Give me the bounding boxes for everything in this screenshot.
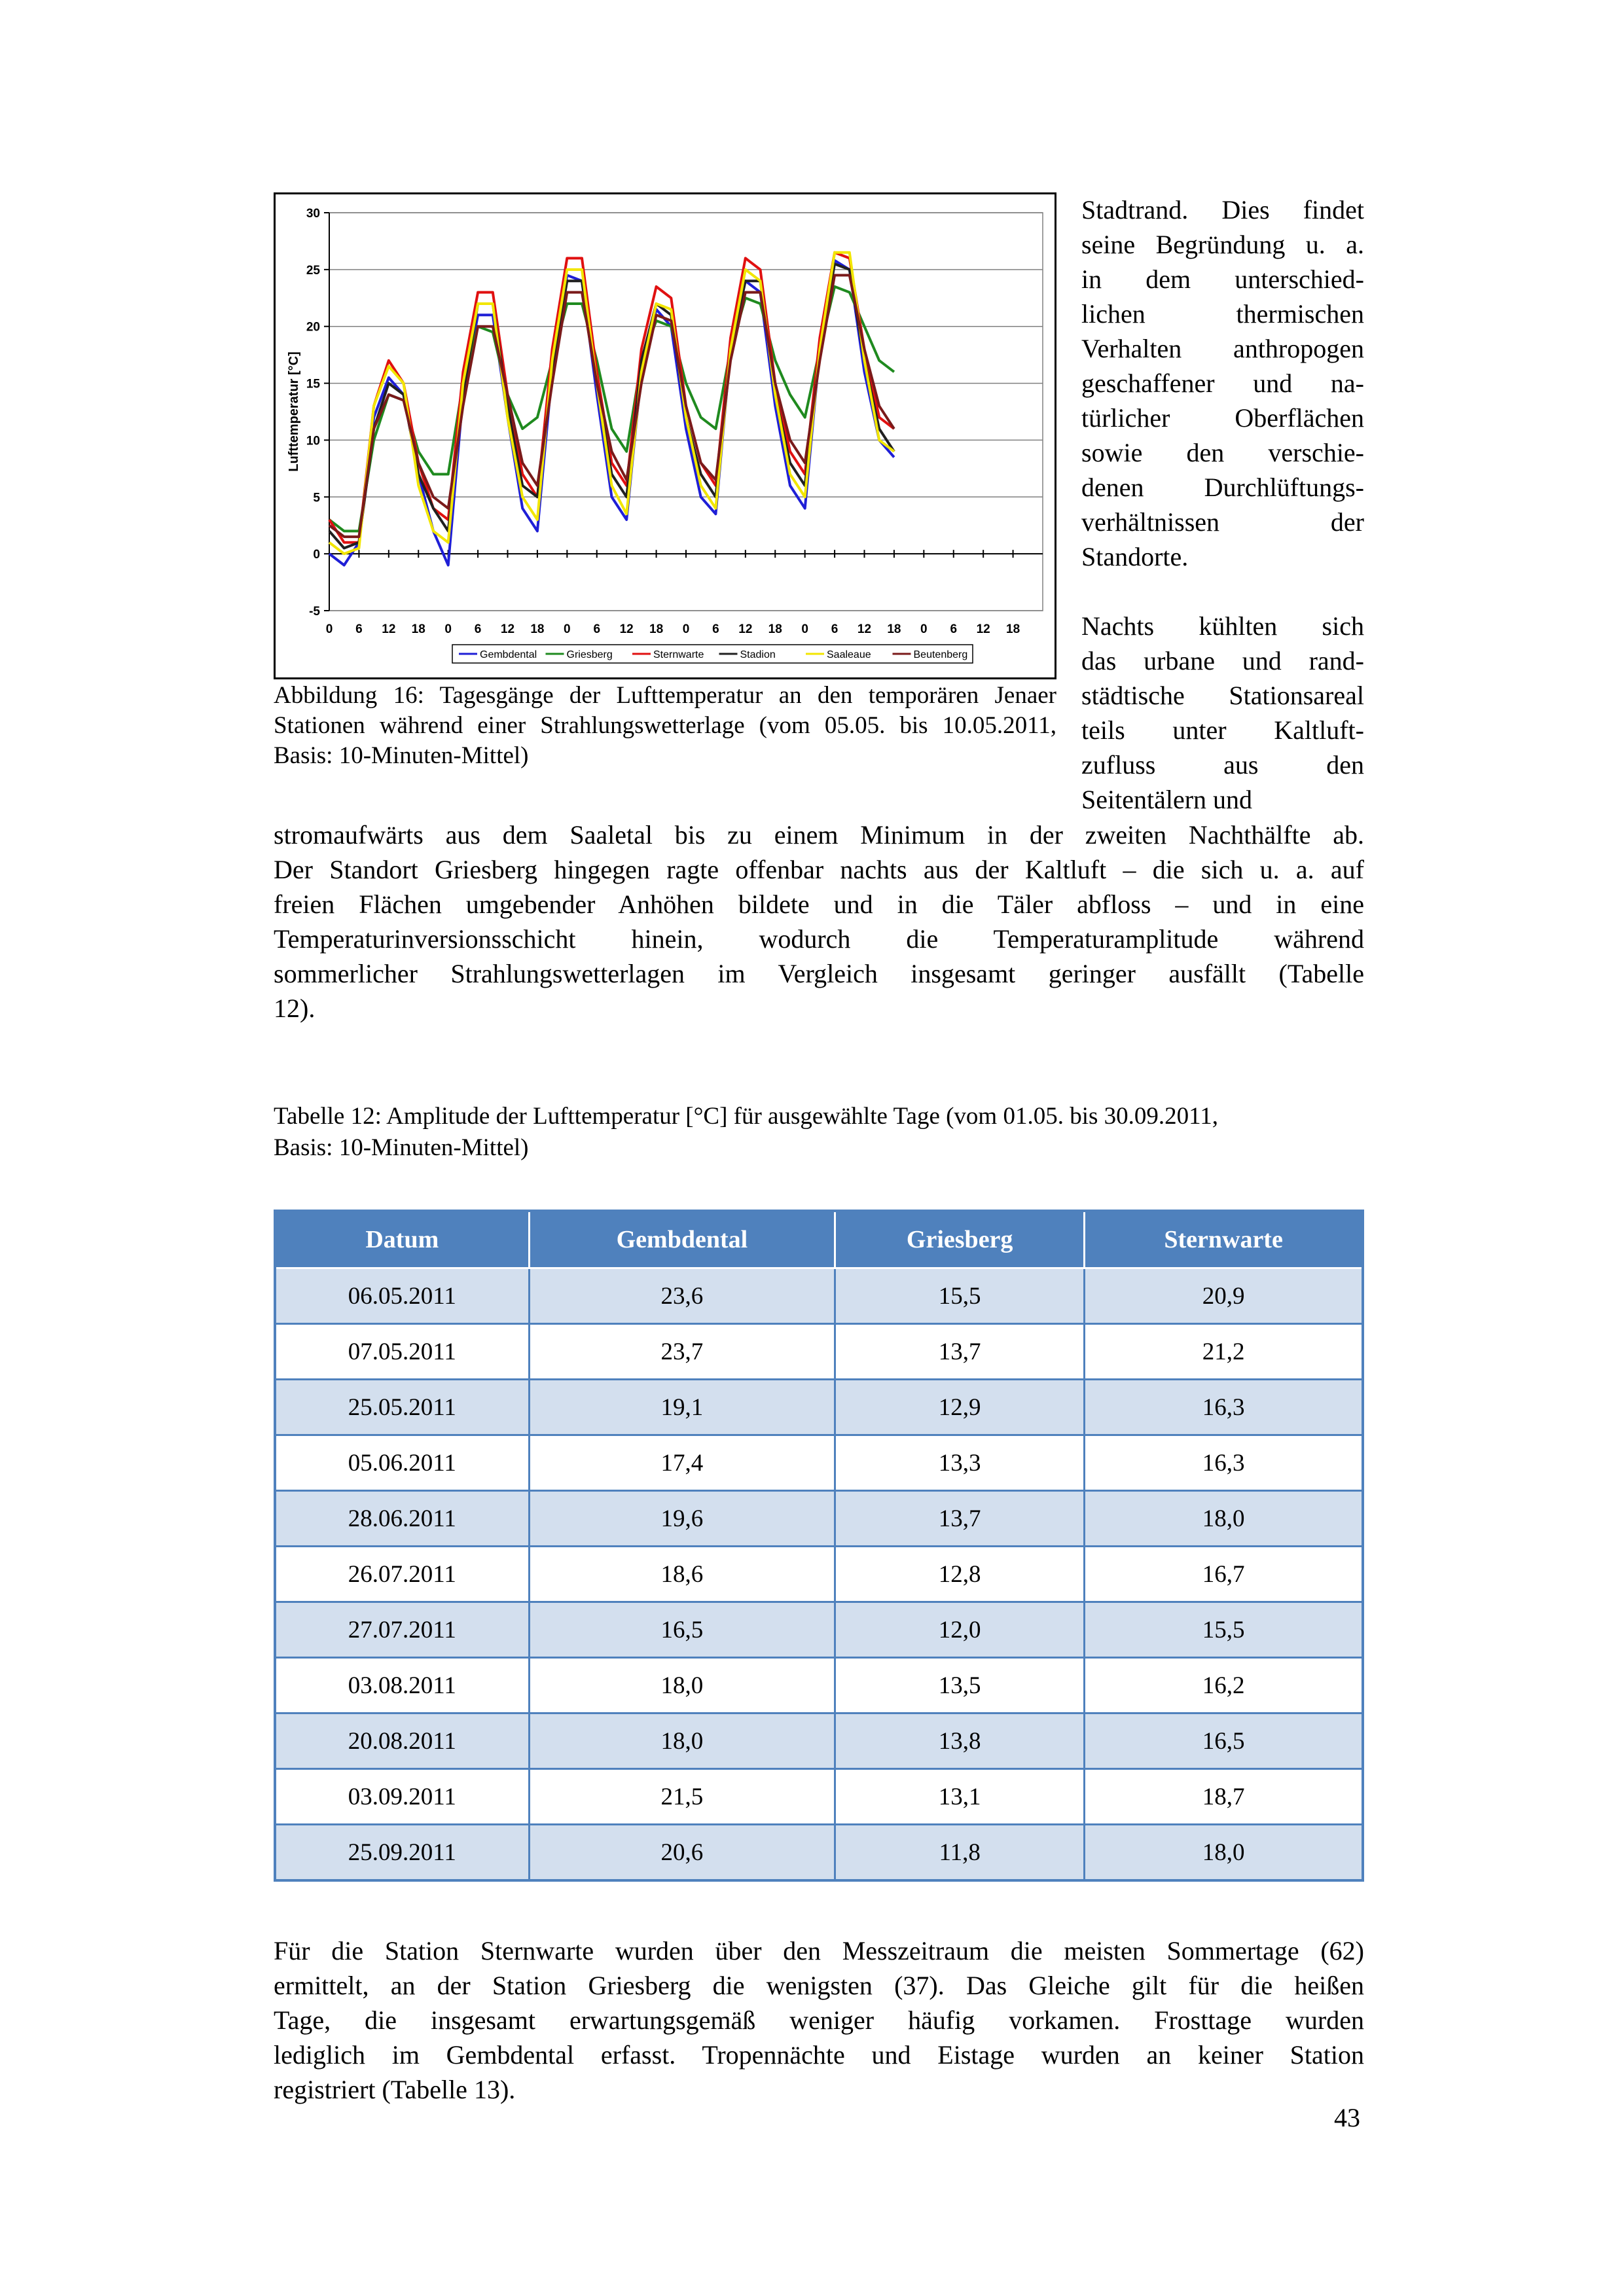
table-cell: 13,7 bbox=[835, 1491, 1085, 1547]
table-row bbox=[275, 1658, 1363, 1713]
text-line: geschaffener und na- bbox=[1081, 368, 1364, 398]
text-line: registriert (Tabelle 13). bbox=[274, 2075, 516, 2104]
x-tick-label: 0 bbox=[325, 622, 333, 636]
text-line: freien Flächen umgebender Anhöhen bildete und in die Täler abfloss – und in eine bbox=[274, 889, 1364, 919]
table-cell: 16,3 bbox=[1085, 1380, 1363, 1435]
x-tick-label: 0 bbox=[920, 622, 928, 636]
x-tick-label: 18 bbox=[411, 622, 425, 636]
x-tick-label: 12 bbox=[619, 622, 634, 636]
table-cell: 23,6 bbox=[529, 1268, 835, 1324]
text-line: denen Durchlüftungs- bbox=[1081, 473, 1364, 502]
table-cell: 03.08.2011 bbox=[275, 1658, 529, 1713]
legend-label: Griesberg bbox=[566, 649, 613, 660]
x-tick-label: 0 bbox=[682, 622, 690, 636]
table-row bbox=[275, 1602, 1363, 1658]
table-cell: 26.07.2011 bbox=[275, 1547, 529, 1602]
y-tick-label: 0 bbox=[313, 548, 320, 562]
table-cell: 11,8 bbox=[835, 1825, 1085, 1881]
x-tick-label: 18 bbox=[887, 622, 901, 636]
header-sternwarte: Sternwarte bbox=[1085, 1211, 1363, 1268]
table-row bbox=[275, 1547, 1363, 1602]
table-row bbox=[275, 1825, 1363, 1881]
y-tick-label: 5 bbox=[313, 491, 320, 505]
x-tick-label: 6 bbox=[474, 622, 482, 636]
table-cell: 28.06.2011 bbox=[275, 1491, 529, 1547]
text-line: türlicher Oberflächen bbox=[1081, 403, 1364, 433]
table-cell: 23,7 bbox=[529, 1324, 835, 1380]
text-line: teils unter Kaltluft- bbox=[1081, 715, 1364, 745]
table-cell: 18,7 bbox=[1085, 1769, 1363, 1825]
side-text-lower bbox=[1081, 609, 1364, 817]
table-cell: 05.06.2011 bbox=[275, 1435, 529, 1491]
x-tick-label: 18 bbox=[768, 622, 782, 636]
table-cell: 21,5 bbox=[529, 1769, 835, 1825]
text-line: Seitentälern und bbox=[1081, 785, 1253, 814]
x-tick-label: 18 bbox=[1006, 622, 1020, 636]
text-line: Stadtrand. Dies findet bbox=[1081, 195, 1364, 224]
table-cell: 18,0 bbox=[529, 1658, 835, 1713]
table-cell: 16,3 bbox=[1085, 1435, 1363, 1491]
page-number: 43 bbox=[1334, 2103, 1360, 2132]
table-cell: 20,6 bbox=[529, 1825, 835, 1881]
text-line: 12). bbox=[274, 994, 316, 1023]
y-tick-label: 25 bbox=[306, 263, 320, 278]
text-line: in dem unterschied- bbox=[1081, 264, 1364, 294]
table-cell: 16,7 bbox=[1085, 1547, 1363, 1602]
y-tick-label: -5 bbox=[309, 605, 320, 619]
table-cell: 21,2 bbox=[1085, 1324, 1363, 1380]
table-row bbox=[275, 1268, 1363, 1324]
text-line: ermittelt, an der Station Griesberg die wenigsten (37). Das Gleiche gilt für die heißen bbox=[274, 1971, 1364, 2000]
chart-svg bbox=[276, 194, 1055, 677]
table-cell: 03.09.2011 bbox=[275, 1769, 529, 1825]
table-row bbox=[275, 1713, 1363, 1769]
text-line: Tage, die insgesamt erwartungsgemäß weniger häufig vorkamen. Frosttage wurden bbox=[274, 2005, 1364, 2035]
x-tick-label: 0 bbox=[801, 622, 808, 636]
y-tick-label: 15 bbox=[306, 377, 320, 391]
table-cell: 27.07.2011 bbox=[275, 1602, 529, 1658]
table-cell: 19,6 bbox=[529, 1491, 835, 1547]
text-line: städtische Stationsareal bbox=[1081, 681, 1364, 710]
header-gembdental: Gembdental bbox=[529, 1211, 835, 1268]
table-cell: 15,5 bbox=[835, 1268, 1085, 1324]
text-line: lediglich im Gembdental erfasst. Tropennächte und Eistage wurden an keiner Station bbox=[274, 2040, 1364, 2070]
table-cell: 07.05.2011 bbox=[275, 1324, 529, 1380]
table-row bbox=[275, 1491, 1363, 1547]
table-row bbox=[275, 1435, 1363, 1491]
table-caption bbox=[274, 1101, 1364, 1164]
legend-label: Sternwarte bbox=[653, 649, 704, 660]
x-tick-label: 12 bbox=[382, 622, 396, 636]
x-tick-label: 6 bbox=[355, 622, 363, 636]
table-cell: 20.08.2011 bbox=[275, 1713, 529, 1769]
table-cell: 13,1 bbox=[835, 1769, 1085, 1825]
table-row bbox=[275, 1324, 1363, 1380]
side-text-upper bbox=[1081, 192, 1364, 574]
header-griesberg: Griesberg bbox=[835, 1211, 1085, 1268]
table-cell: 13,7 bbox=[835, 1324, 1085, 1380]
table-cell: 13,8 bbox=[835, 1713, 1085, 1769]
x-tick-label: 18 bbox=[530, 622, 545, 636]
y-tick-label: 30 bbox=[306, 207, 320, 221]
table-cell: 20,9 bbox=[1085, 1268, 1363, 1324]
table-caption-line-1: Tabelle 12: Amplitude der Lufttemperatur [°C] für ausgewählte Tage (vom 01.05. bis 30.09.2011, bbox=[274, 1103, 1219, 1130]
table-row bbox=[275, 1769, 1363, 1825]
table-cell: 12,0 bbox=[835, 1602, 1085, 1658]
text-line: Nachts kühlten sich bbox=[1081, 611, 1364, 641]
x-tick-label: 18 bbox=[649, 622, 664, 636]
text-line: stromaufwärts aus dem Saaletal bis zu einem Minimum in der zweiten Nachthälfte ab. bbox=[274, 820, 1364, 850]
table-cell: 18,0 bbox=[1085, 1491, 1363, 1547]
text-line: Für die Station Sternwarte wurden über den Messzeitraum die meisten Sommertage (62) bbox=[274, 1936, 1364, 1965]
x-tick-label: 6 bbox=[831, 622, 839, 636]
table-cell: 16,5 bbox=[529, 1602, 835, 1658]
x-tick-label: 0 bbox=[444, 622, 452, 636]
x-tick-label: 0 bbox=[564, 622, 571, 636]
table-cell: 18,0 bbox=[1085, 1825, 1363, 1881]
header-datum: Datum bbox=[275, 1211, 529, 1268]
legend-label: Beutenberg bbox=[913, 649, 968, 660]
y-tick-label: 20 bbox=[306, 320, 320, 334]
x-tick-label: 12 bbox=[976, 622, 990, 636]
paragraph-final bbox=[274, 1933, 1364, 2107]
x-tick-label: 12 bbox=[857, 622, 872, 636]
table-cell: 18,6 bbox=[529, 1547, 835, 1602]
text-line: zufluss aus den bbox=[1081, 750, 1364, 780]
text-line: verhältnissen der bbox=[1081, 507, 1364, 537]
table-header-row bbox=[275, 1211, 1363, 1268]
text-line: Standorte. bbox=[1081, 542, 1189, 571]
text-line: lichen thermischen bbox=[1081, 299, 1364, 329]
table-cell: 13,5 bbox=[835, 1658, 1085, 1713]
table-cell: 16,2 bbox=[1085, 1658, 1363, 1713]
table-caption-line-2: Basis: 10-Minuten-Mittel) bbox=[274, 1134, 529, 1161]
table-cell: 06.05.2011 bbox=[275, 1268, 529, 1324]
text-line: Verhalten anthropogen bbox=[1081, 334, 1364, 363]
table-cell: 12,8 bbox=[835, 1547, 1085, 1602]
text-line: Temperaturinversionsschicht hinein, wodurch die Temperaturamplitude während bbox=[274, 924, 1364, 954]
table-cell: 19,1 bbox=[529, 1380, 835, 1435]
text-line: seine Begründung u. a. bbox=[1081, 230, 1364, 259]
table-cell: 17,4 bbox=[529, 1435, 835, 1491]
table-cell: 15,5 bbox=[1085, 1602, 1363, 1658]
table-cell: 16,5 bbox=[1085, 1713, 1363, 1769]
table-cell: 25.05.2011 bbox=[275, 1380, 529, 1435]
x-tick-label: 12 bbox=[738, 622, 753, 636]
legend-label: Saaleaue bbox=[827, 649, 871, 660]
legend-label: Stadion bbox=[740, 649, 776, 660]
text-line: das urbane und rand- bbox=[1081, 646, 1364, 675]
x-tick-label: 6 bbox=[950, 622, 958, 636]
table-row bbox=[275, 1380, 1363, 1435]
legend-label: Gembdental bbox=[480, 649, 537, 660]
y-tick-label: 10 bbox=[306, 434, 320, 448]
amplitude-table bbox=[274, 1210, 1364, 1882]
text-line: Der Standort Griesberg hingegen ragte offenbar nachts aus der Kaltluft – die sich u. a. auf bbox=[274, 855, 1364, 884]
paragraph-continuation bbox=[274, 817, 1364, 1026]
temperature-chart bbox=[274, 192, 1056, 679]
figure-caption: Abbildung 16: Tagesgänge der Lufttemperatur an den temporären Jenaer Stationen während einer Strahlungswetterlage (vom 05.05. bis 10.05.2011, Basis: 10-Minuten-Mittel) bbox=[274, 682, 1056, 769]
table-cell: 13,3 bbox=[835, 1435, 1085, 1491]
x-tick-label: 12 bbox=[500, 622, 515, 636]
y-axis-label: Lufttemperatur [°C] bbox=[287, 351, 301, 472]
table-cell: 12,9 bbox=[835, 1380, 1085, 1435]
x-tick-label: 6 bbox=[712, 622, 719, 636]
text-line: sowie den verschie- bbox=[1081, 438, 1364, 467]
table-cell: 25.09.2011 bbox=[275, 1825, 529, 1881]
x-tick-label: 6 bbox=[593, 622, 601, 636]
text-line: sommerlicher Strahlungswetterlagen im Vergleich insgesamt geringer ausfällt (Tabelle bbox=[274, 959, 1364, 988]
table-cell: 18,0 bbox=[529, 1713, 835, 1769]
